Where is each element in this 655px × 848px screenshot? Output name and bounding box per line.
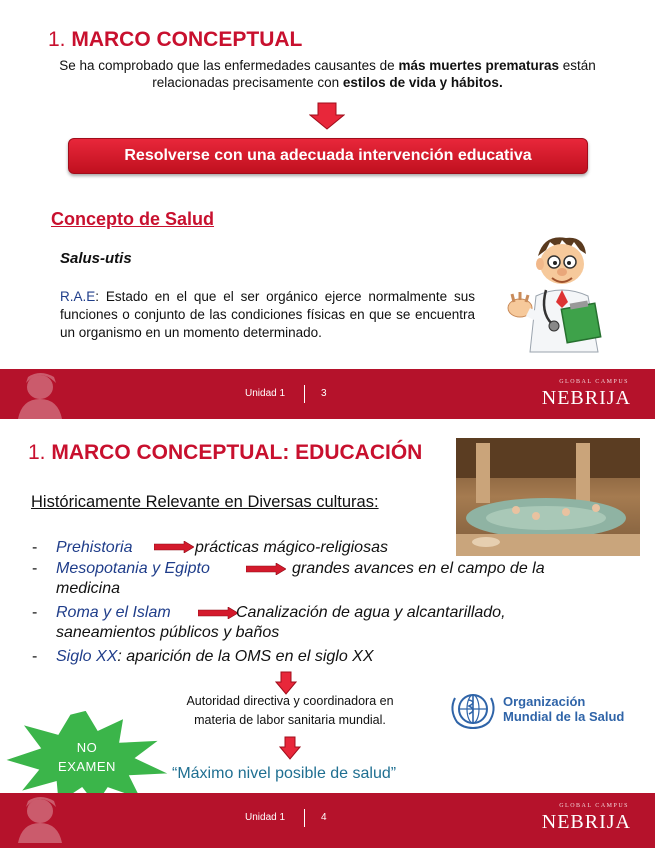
list-item-mesopotania: - Mesopotania y Egipto <box>32 560 210 577</box>
footer-separator <box>304 809 305 827</box>
title-number: 1. <box>48 28 66 51</box>
rae-text: : Estado en el que el ser orgánico ejerce normalmente sus funciones o conjunto de las condiciones físicas en que se encuentra un organismo en un momento determinado. <box>60 289 475 340</box>
down-arrow-icon <box>309 102 345 130</box>
footer-page-number: 4 <box>321 812 327 823</box>
list-text-prehistoria: prácticas mágico-religiosas <box>195 539 388 556</box>
brand-logo: NEBRIJA <box>541 387 631 409</box>
list-item-roma: - Roma y el Islam <box>32 604 171 621</box>
doctor-cartoon-icon <box>500 232 615 354</box>
list-text-roma: Canalización de agua y alcantarillado, <box>236 604 506 621</box>
intervention-banner: Resolverse con una adecuada intervención educativa <box>68 138 588 174</box>
slide-footer <box>0 793 655 848</box>
footer-unit: Unidad 1 <box>245 812 286 823</box>
right-arrow-icon <box>154 541 194 553</box>
right-arrow-icon <box>246 563 286 575</box>
title-text: MARCO CONCEPTUAL: EDUCACIÓN <box>51 441 423 464</box>
latin-term: Salus-utis <box>60 250 132 267</box>
footer-page-number: 3 <box>321 388 327 399</box>
author-bust-icon <box>14 793 66 843</box>
no-examen-badge: NO EXAMEN <box>58 740 116 774</box>
section-subtitle: Históricamente Relevante en Diversas culturas: <box>31 493 379 511</box>
list-item-prehistoria: - Prehistoria <box>32 539 133 556</box>
intro-paragraph: Se ha comprobado que las enfermedades causantes de más muertes prematuras están relacionadas precisamente con estilos de vida y hábitos. <box>59 58 596 90</box>
section-heading: Concepto de Salud <box>51 209 215 229</box>
author-bust-icon <box>14 369 66 419</box>
brand-tagline: GLOBAL CAMPUS <box>559 379 629 385</box>
title-number: 1. <box>28 441 46 464</box>
title-text: MARCO CONCEPTUAL <box>71 28 303 51</box>
rae-label: R.A.E <box>60 289 96 304</box>
list-text-roma-cont: saneamientos públicos y baños <box>56 624 280 641</box>
brand-tagline: GLOBAL CAMPUS <box>559 803 629 809</box>
oms-logo-text: Organización Mundial de la Salud <box>503 694 625 724</box>
roman-baths-image <box>456 438 640 556</box>
right-arrow-icon <box>198 607 238 619</box>
slide-4 <box>0 424 655 848</box>
health-quote: “Máximo nivel posible de salud” <box>172 765 397 782</box>
slide-footer <box>0 369 655 419</box>
slide-title <box>48 28 302 52</box>
rae-definition <box>60 288 475 342</box>
slide-title <box>28 441 422 465</box>
list-text-mesopotania-cont: medicina <box>56 580 121 597</box>
oms-globe-icon <box>447 688 499 730</box>
list-item-siglo-xx: - Siglo XX: aparición de la OMS en el siglo XX <box>32 648 374 665</box>
oms-description: Autoridad directiva y coordinadora en materia de labor sanitaria mundial. <box>186 694 394 727</box>
down-arrow-icon <box>279 736 301 760</box>
list-text-mesopotania: grandes avances en el campo de la <box>292 560 545 577</box>
brand-logo: NEBRIJA <box>541 811 631 833</box>
footer-unit: Unidad 1 <box>245 388 286 399</box>
footer-separator <box>304 385 305 403</box>
